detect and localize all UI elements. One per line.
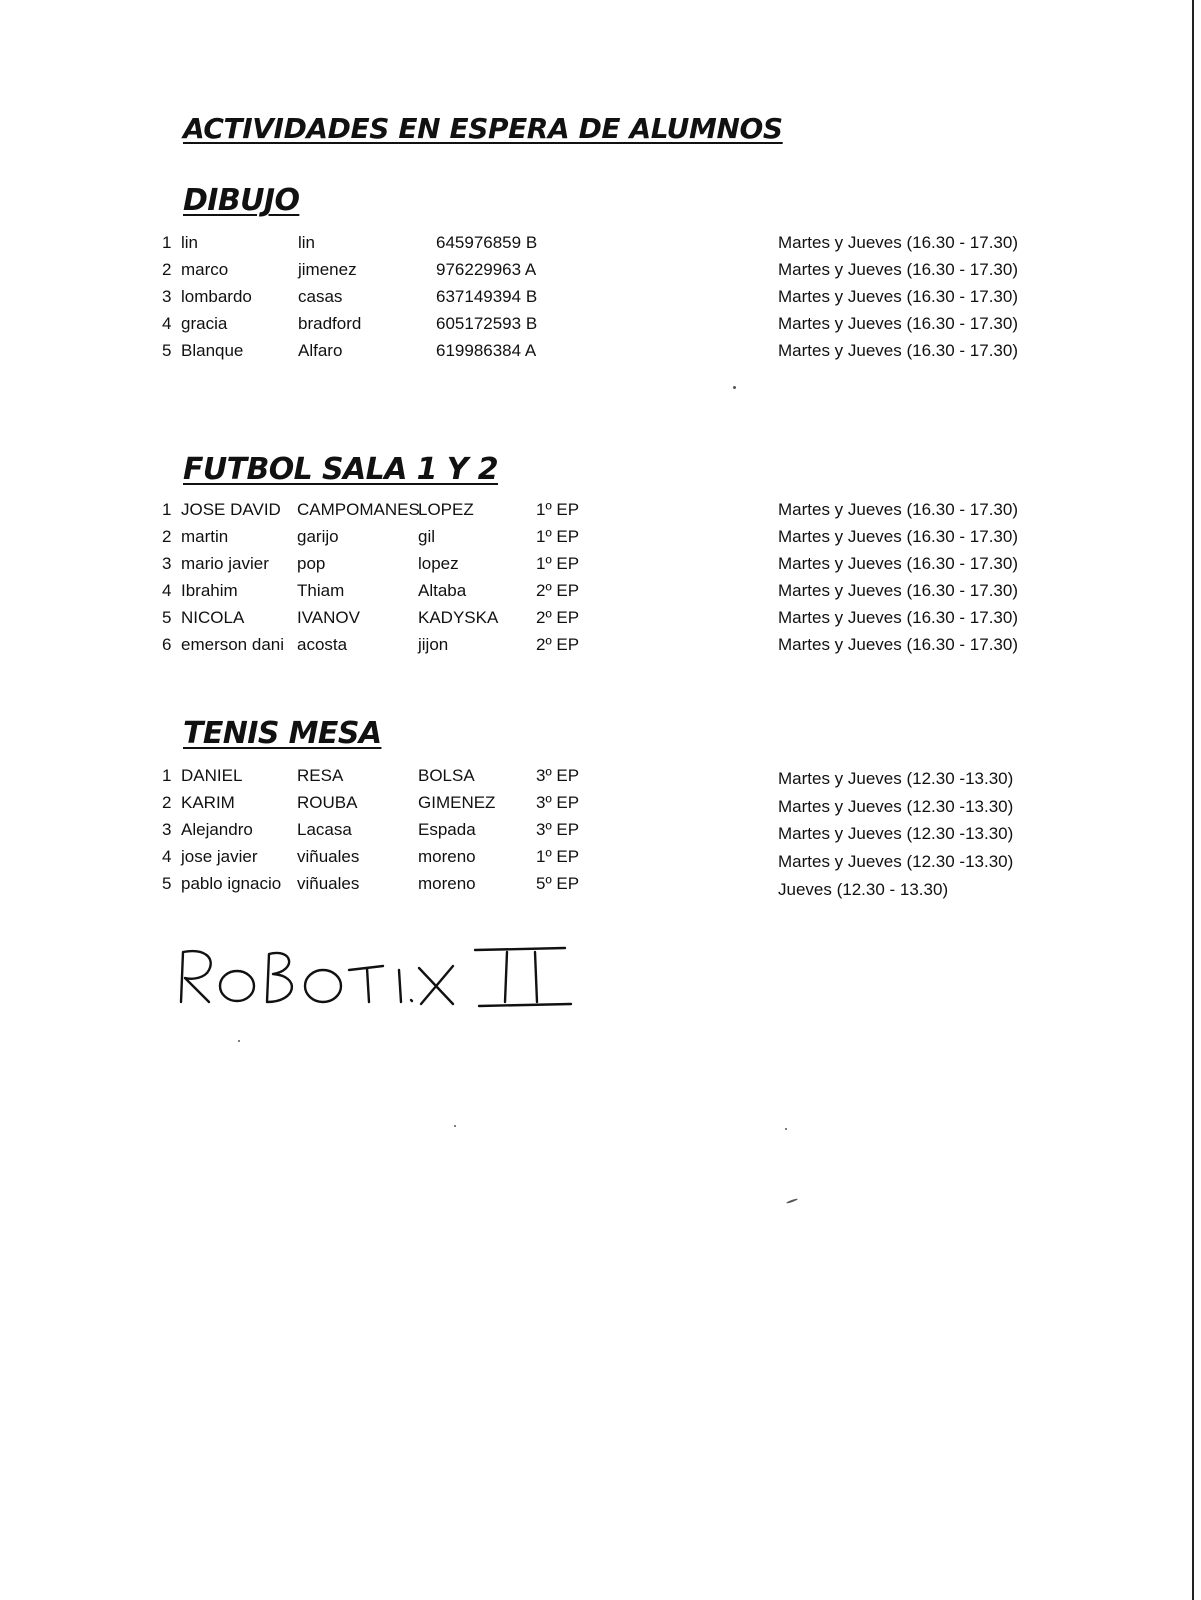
schedule: Martes y Jueves (16.30 - 17.30) — [778, 527, 1019, 546]
table-row — [0, 260, 1201, 287]
schedule: Martes y Jueves (16.30 - 17.30) — [778, 635, 1019, 654]
first-name: Blanque — [181, 341, 244, 360]
row-number: 2 — [162, 527, 172, 546]
row-number: 1 — [162, 766, 172, 785]
second-surname: LOPEZ — [418, 500, 474, 519]
row-number: 4 — [162, 314, 172, 333]
second-surname: Espada — [418, 820, 476, 839]
scan-speck — [238, 1040, 240, 1042]
table-row — [0, 314, 1201, 341]
schedule: Martes y Jueves (16.30 - 17.30) — [778, 260, 1019, 279]
first-name: mario javier — [181, 554, 269, 573]
grade: 2º EP — [536, 608, 580, 627]
row-number: 3 — [162, 820, 172, 839]
section-heading-futbol-sala: FUTBOL SALA 1 Y 2 — [183, 452, 499, 487]
first-surname: acosta — [297, 635, 348, 654]
schedule: Martes y Jueves (16.30 - 17.30) — [778, 287, 1019, 306]
second-surname: lopez — [418, 554, 459, 573]
second-surname: moreno — [418, 874, 476, 893]
grade: 1º EP — [536, 500, 580, 519]
table-row — [0, 793, 1201, 820]
table-row — [0, 608, 1201, 635]
schedule: Jueves (12.30 - 13.30) — [778, 880, 949, 899]
first-surname: IVANOV — [297, 608, 360, 627]
row-number: 4 — [162, 581, 172, 600]
last-name: bradford — [298, 314, 362, 333]
schedule: Martes y Jueves (16.30 - 17.30) — [778, 608, 1019, 627]
schedule: Martes y Jueves (16.30 - 17.30) — [778, 233, 1019, 252]
second-surname: gil — [418, 527, 436, 546]
grade: 3º EP — [536, 766, 580, 785]
second-surname: moreno — [418, 847, 476, 866]
schedule: Martes y Jueves (12.30 -13.30) — [778, 824, 1014, 843]
first-name: Alejandro — [181, 820, 253, 839]
schedule: Martes y Jueves (12.30 -13.30) — [778, 769, 1014, 788]
row-number: 1 — [162, 233, 172, 252]
schedule: Martes y Jueves (16.30 - 17.30) — [778, 581, 1019, 600]
table-row — [0, 635, 1201, 662]
first-name: DANIEL — [181, 766, 243, 785]
schedule: Martes y Jueves (12.30 -13.30) — [778, 797, 1014, 816]
second-surname: Altaba — [418, 581, 467, 600]
first-name: gracia — [181, 314, 228, 333]
schedule: Martes y Jueves (16.30 - 17.30) — [778, 554, 1019, 573]
table-row — [0, 527, 1201, 554]
first-name: NICOLA — [181, 608, 245, 627]
schedule: Martes y Jueves (12.30 -13.30) — [778, 852, 1014, 871]
schedule: Martes y Jueves (16.30 - 17.30) — [778, 500, 1019, 519]
phone: 645976859 B — [436, 233, 538, 252]
table-row — [0, 766, 1201, 793]
first-surname: garijo — [297, 527, 339, 546]
first-name: KARIM — [181, 793, 235, 812]
document-title: ACTIVIDADES EN ESPERA DE ALUMNOS — [183, 112, 783, 145]
first-name: lombardo — [181, 287, 252, 306]
table-row — [0, 233, 1201, 260]
grade: 3º EP — [536, 820, 580, 839]
last-name: jimenez — [298, 260, 357, 279]
second-surname: KADYSKA — [418, 608, 499, 627]
schedule: Martes y Jueves (16.30 - 17.30) — [778, 341, 1019, 360]
first-surname: Lacasa — [297, 820, 352, 839]
row-number: 6 — [162, 635, 172, 654]
handwritten-note-robotix — [175, 940, 595, 1020]
scan-speck — [786, 1198, 798, 1204]
scan-speck — [454, 1125, 456, 1127]
last-name: Alfaro — [298, 341, 343, 360]
phone: 976229963 A — [436, 260, 537, 279]
row-number: 3 — [162, 287, 172, 306]
second-surname: BOLSA — [418, 766, 475, 785]
first-name: pablo ignacio — [181, 874, 282, 893]
row-number: 5 — [162, 341, 172, 360]
last-name: lin — [298, 233, 316, 252]
row-number: 5 — [162, 608, 172, 627]
row-number: 1 — [162, 500, 172, 519]
table-row — [0, 820, 1201, 847]
first-name: JOSE DAVID — [181, 500, 281, 519]
first-name: martin — [181, 527, 229, 546]
table-row — [0, 500, 1201, 527]
grade: 2º EP — [536, 581, 580, 600]
grade: 1º EP — [536, 527, 580, 546]
grade: 3º EP — [536, 793, 580, 812]
section-heading-dibujo: DIBUJO — [183, 183, 300, 218]
grade: 1º EP — [536, 554, 580, 573]
first-name: emerson dani — [181, 635, 285, 654]
first-name: lin — [181, 233, 199, 252]
row-number: 3 — [162, 554, 172, 573]
first-name: Ibrahim — [181, 581, 238, 600]
first-surname: pop — [297, 554, 326, 573]
last-name: casas — [298, 287, 343, 306]
row-number: 5 — [162, 874, 172, 893]
table-row — [0, 581, 1201, 608]
first-surname: RESA — [297, 766, 344, 785]
phone: 619986384 A — [436, 341, 537, 360]
section-heading-tenis-mesa: TENIS MESA — [183, 716, 382, 751]
grade: 5º EP — [536, 874, 580, 893]
row-number: 2 — [162, 793, 172, 812]
first-surname: ROUBA — [297, 793, 358, 812]
table-row — [0, 341, 1201, 368]
first-surname: CAMPOMANES — [297, 500, 420, 519]
row-number: 4 — [162, 847, 172, 866]
first-surname: viñuales — [297, 874, 360, 893]
schedule: Martes y Jueves (16.30 - 17.30) — [778, 314, 1019, 333]
phone: 637149394 B — [436, 287, 538, 306]
table-row — [0, 874, 1201, 901]
table-row — [0, 287, 1201, 314]
first-surname: viñuales — [297, 847, 360, 866]
scan-speck — [733, 386, 736, 389]
row-number: 2 — [162, 260, 172, 279]
first-name: marco — [181, 260, 229, 279]
table-row — [0, 554, 1201, 581]
phone: 605172593 B — [436, 314, 538, 333]
first-name: jose javier — [181, 847, 258, 866]
second-surname: GIMENEZ — [418, 793, 496, 812]
grade: 1º EP — [536, 847, 580, 866]
first-surname: Thiam — [297, 581, 345, 600]
grade: 2º EP — [536, 635, 580, 654]
second-surname: jijon — [418, 635, 449, 654]
table-row — [0, 847, 1201, 874]
scan-speck — [785, 1128, 787, 1130]
